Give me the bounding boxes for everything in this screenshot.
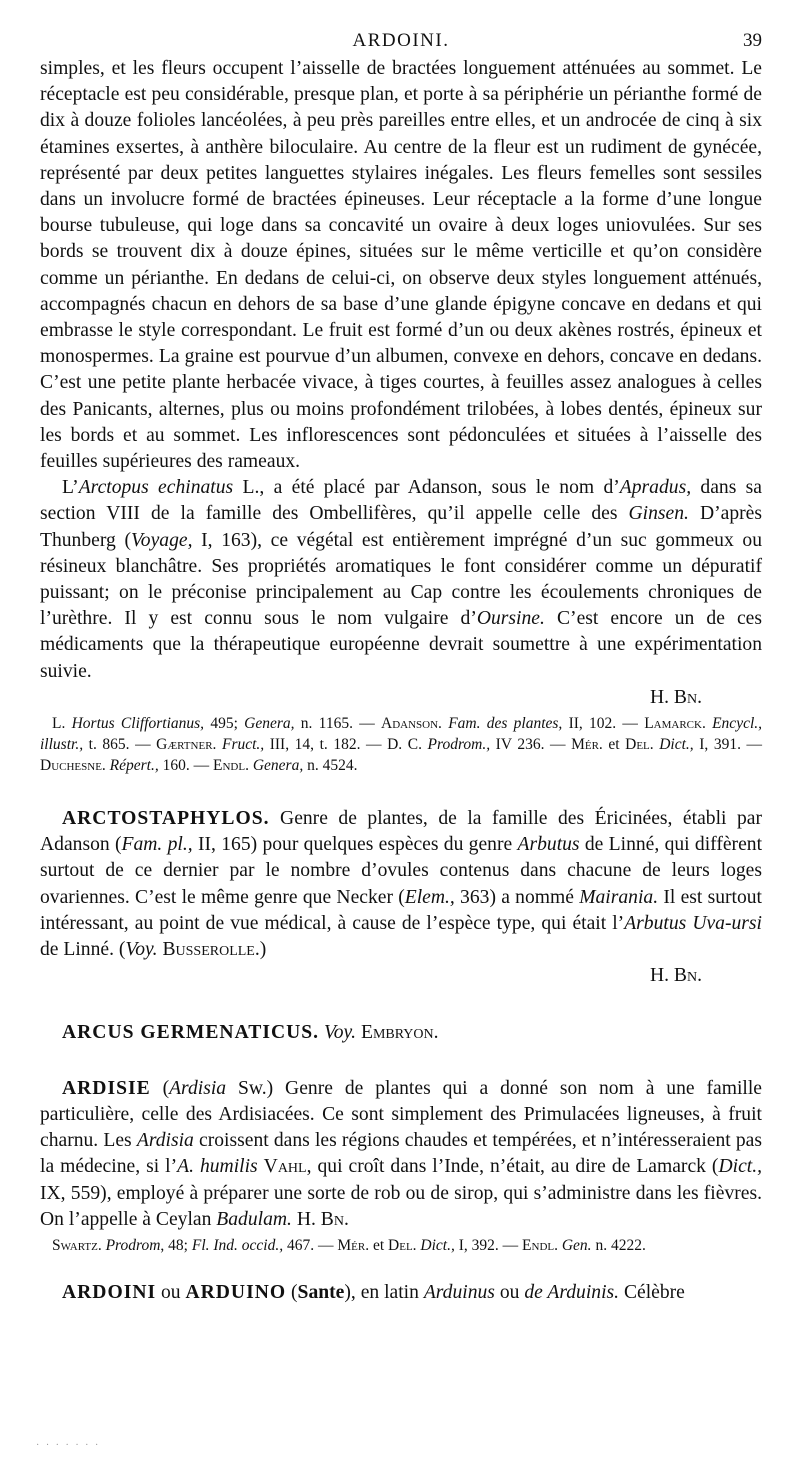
- cross-reference: Voy.: [323, 1021, 357, 1043]
- taxon-name: Arctopus echinatus: [78, 477, 234, 499]
- text-run: ou: [494, 1281, 525, 1303]
- text-run: dans sa section VIII de la famille des Ombellifères, qu’il appelle celle des: [40, 477, 763, 525]
- author-signature: H. Bn.: [296, 1208, 349, 1230]
- taxon-name: A. humilis: [177, 1156, 258, 1178]
- text-run: ), en latin: [344, 1281, 424, 1303]
- author-name: Adanson.: [381, 715, 442, 733]
- taxon-name: Apradus,: [619, 477, 692, 499]
- latin-name: Arduinus: [423, 1281, 495, 1303]
- text-run: n. 1165. —: [294, 715, 382, 733]
- scan-artifact-dots: · · · · · · ·: [36, 1440, 101, 1451]
- text-run: 160. —: [158, 757, 213, 775]
- text-run: C’est encore un de ces médicaments que la thérapeutique européenne devrait soumettre à une expérimentation suivie.: [40, 608, 762, 682]
- running-head: ARDOINI.: [352, 30, 450, 51]
- text-run: I, 392. —: [454, 1236, 523, 1254]
- latin-name: de Arduinis.: [524, 1281, 620, 1303]
- text-run: ): [259, 939, 267, 961]
- text-run: (: [286, 1281, 298, 1303]
- cross-reference: Voy.: [125, 939, 158, 961]
- ardisie-entry: [40, 1076, 762, 1233]
- arcus-entry: [40, 1020, 762, 1046]
- citation-title: Prodrom.,: [427, 736, 491, 754]
- spacer: [40, 990, 762, 1020]
- citation-title: Genera,: [252, 757, 304, 775]
- text-run: et: [369, 1236, 389, 1254]
- text-run: Célèbre: [619, 1281, 685, 1303]
- spacer: [40, 1256, 762, 1280]
- citation-title: Voyage,: [131, 529, 193, 551]
- author-name: Del.: [388, 1236, 417, 1254]
- text-run: 495;: [204, 715, 245, 733]
- text-run: Il est surtout intéressant, au point de vue médical, à cause de l’espèce type, qui était l’: [40, 886, 763, 934]
- spacer: [40, 1046, 762, 1076]
- text-run: , 48;: [160, 1236, 192, 1254]
- author-name: Del.: [625, 736, 654, 754]
- text-run: L’: [62, 477, 79, 499]
- entry-headword: ARCUS GERMENATICUS.: [62, 1021, 320, 1043]
- text-run: t. 865. —: [83, 736, 157, 754]
- text-run: D’après Thunberg (: [40, 503, 762, 551]
- author-name: Duchesne.: [40, 757, 106, 775]
- citation-title: Répert.,: [109, 757, 159, 775]
- arctopus-references: [40, 713, 762, 776]
- citation-title: Dict.,: [718, 1156, 762, 1178]
- given-name: Sante: [297, 1281, 345, 1303]
- taxon-name: Ardisia: [136, 1130, 194, 1152]
- common-name: Badulam.: [216, 1208, 292, 1230]
- text-run: n. 4222.: [591, 1236, 646, 1254]
- text-run: IV 236. —: [490, 736, 572, 754]
- ardoini-entry: [40, 1280, 762, 1306]
- spacer: [40, 776, 762, 806]
- arctopus-description-paragraph: simples, et les fleurs occupent l’aisselle de bractées longuement atténuées au sommet. Le réceptacle est peu considérable, presque plan, et porte à sa périphérie un périanthe formé de dix à douze folioles lancéolées, à peu près pareilles entre elles, et un androcée de cinq à six étamines exsertes, à anthère biloculaire. Au centre de la fleur est un rudiment de gynécée, représenté par deux petites languettes stylaires inégales. Les fleurs femelles sont sessiles dans un involucre formé de bractées épineuses. Leur réceptacle a la forme d’une longue bourse tubuleuse, qui loge dans sa concavité un ovaire à deux loges uniovulées. Sur ses bords se trouvent dix à douze épines, situées sur le même verticille et qu’on considère comme un périanthe. En dedans de celui-ci, on observe deux styles longuement atténués, accompagnés chacun en dehors de sa base d’une glande épigyne concave en dedans et qui embrasse le style correspondant. Le fruit est formé d’un ou deux akènes rostrés, épineux et monospermes. La graine est pourvue d’un albumen, convexe en dehors, concave en dedans. C’est une petite plante herbacée vivace, à tiges courtes, à feuilles assez analogues à celles des Panicants, alternes, plus ou moins profondément trilobées, à lobes dentés, épineux sur les bords et au sommet. Les inflorescences sont pédonculées et situées à l’aisselle des feuilles supérieures des rameaux.: [40, 58, 762, 473]
- taxon-name: Arbutus Uva-ursi: [624, 912, 762, 934]
- author-name: Mér.: [337, 1236, 370, 1254]
- cross-reference-target: Busserolle.: [162, 939, 260, 961]
- text-run: L., a été placé par Adanson, sous le nom d’: [233, 477, 620, 499]
- text-run: qui croît dans l’Inde, n’était, au dire de Lamarck (: [311, 1156, 719, 1178]
- text-run: I, 163), ce végétal est entièrement imprégné d’un suc gommeux ou résineux blanchâtre. Ses propriétés aromatiques le font considérer comme un dépuratif puissant; on le préconise principalement au Cap contre les écoulements chroniques de l’urèthre. Il y est connu sous le nom vulgaire d’: [40, 529, 762, 630]
- text-run: L.: [52, 715, 72, 733]
- author-name: Endl.: [213, 757, 249, 775]
- text-run: Genre de plantes, de la famille des Éricinées, établi par Adanson (: [40, 808, 762, 856]
- citation-title: Fruct.,: [221, 736, 265, 754]
- author-signature: H. Bn.: [649, 965, 702, 987]
- citation-title: Dict.,: [659, 736, 694, 754]
- text-run: I, 391. —: [693, 736, 763, 754]
- text-run: de Linné. (: [40, 939, 126, 961]
- taxon-name: Mairania.: [579, 886, 659, 908]
- author-name: Mér.: [571, 736, 603, 754]
- taxon-name: Arbutus: [517, 834, 580, 856]
- citation-title: Prodrom: [105, 1236, 161, 1254]
- text-run: Sw.) Genre de plantes qui a donné son nom à une famille particulière, celle des Ardisiacées. Ce sont simplement des Primulacées ligneuses, à fruit charnu. Les: [40, 1077, 762, 1152]
- author-name: Swartz.: [52, 1236, 102, 1254]
- cross-reference-target: Embryon.: [360, 1021, 439, 1043]
- page-number: 39: [743, 30, 762, 51]
- text-run: IX, 559), employé à préparer une sorte de rob ou de sirop, qui s’administre dans les fièvres. On l’appelle à Ceylan: [40, 1182, 762, 1230]
- citation-title: Fam. pl.,: [121, 834, 193, 856]
- text-run: n. 4524.: [303, 757, 358, 775]
- author-name: Endl.: [522, 1236, 558, 1254]
- citation-title: Gen.: [561, 1236, 592, 1254]
- page-header: [40, 0, 762, 56]
- text-run: de Linné, qui diffèrent surtout de ce dernier par le nombre d’ovules contenus dans chacune de leurs loges ovariennes. C’est le même genre que Necker (: [40, 834, 763, 908]
- text-run: et: [602, 736, 626, 754]
- citation-title: Fl. Ind. occid.,: [191, 1236, 284, 1254]
- citation-title: Fam. des plantes,: [448, 715, 563, 733]
- citation-title: Genera,: [244, 715, 295, 733]
- text-run: II, 165) pour quelques espèces du genre: [192, 834, 518, 856]
- text-run: II, 102. —: [562, 715, 645, 733]
- entry-headword: ARDISIE: [62, 1077, 151, 1099]
- author-name: Lamarck.: [644, 715, 706, 733]
- arctostaphylos-entry: [40, 806, 762, 989]
- text-run: ou: [156, 1281, 186, 1303]
- citation-title: Dict.,: [420, 1236, 455, 1254]
- author-name: Gærtner.: [156, 736, 217, 754]
- author-name: Vahl,: [263, 1156, 312, 1178]
- citation-title: Elem.,: [404, 886, 455, 908]
- taxon-name: Ardisia: [169, 1077, 227, 1099]
- text-run: croissent dans les régions chaudes et tempérées, et n’intéresseraient pas la médecine, si l’: [40, 1130, 763, 1178]
- citation-title: Hortus Cliffortianus,: [71, 715, 205, 733]
- text-run: 467. —: [283, 1236, 338, 1254]
- entry-headword: ARCTOSTAPHYLOS.: [62, 808, 270, 830]
- taxon-name: Ginsen.: [628, 503, 689, 525]
- arctopus-uses-paragraph: [40, 475, 762, 711]
- entry-headword: ARDOINI: [62, 1281, 157, 1303]
- author-signature: H. Bn.: [649, 686, 702, 708]
- text-run: (: [150, 1077, 170, 1099]
- text-run: 363) a nommé: [454, 886, 580, 908]
- citation-title: Encycl., illustr.,: [40, 715, 763, 754]
- common-name: Oursine.: [476, 608, 545, 630]
- text-run: III, 14, t. 182. — D. C.: [264, 736, 428, 754]
- entry-headword-variant: ARDUINO: [185, 1281, 287, 1303]
- ardisie-references: [40, 1235, 762, 1256]
